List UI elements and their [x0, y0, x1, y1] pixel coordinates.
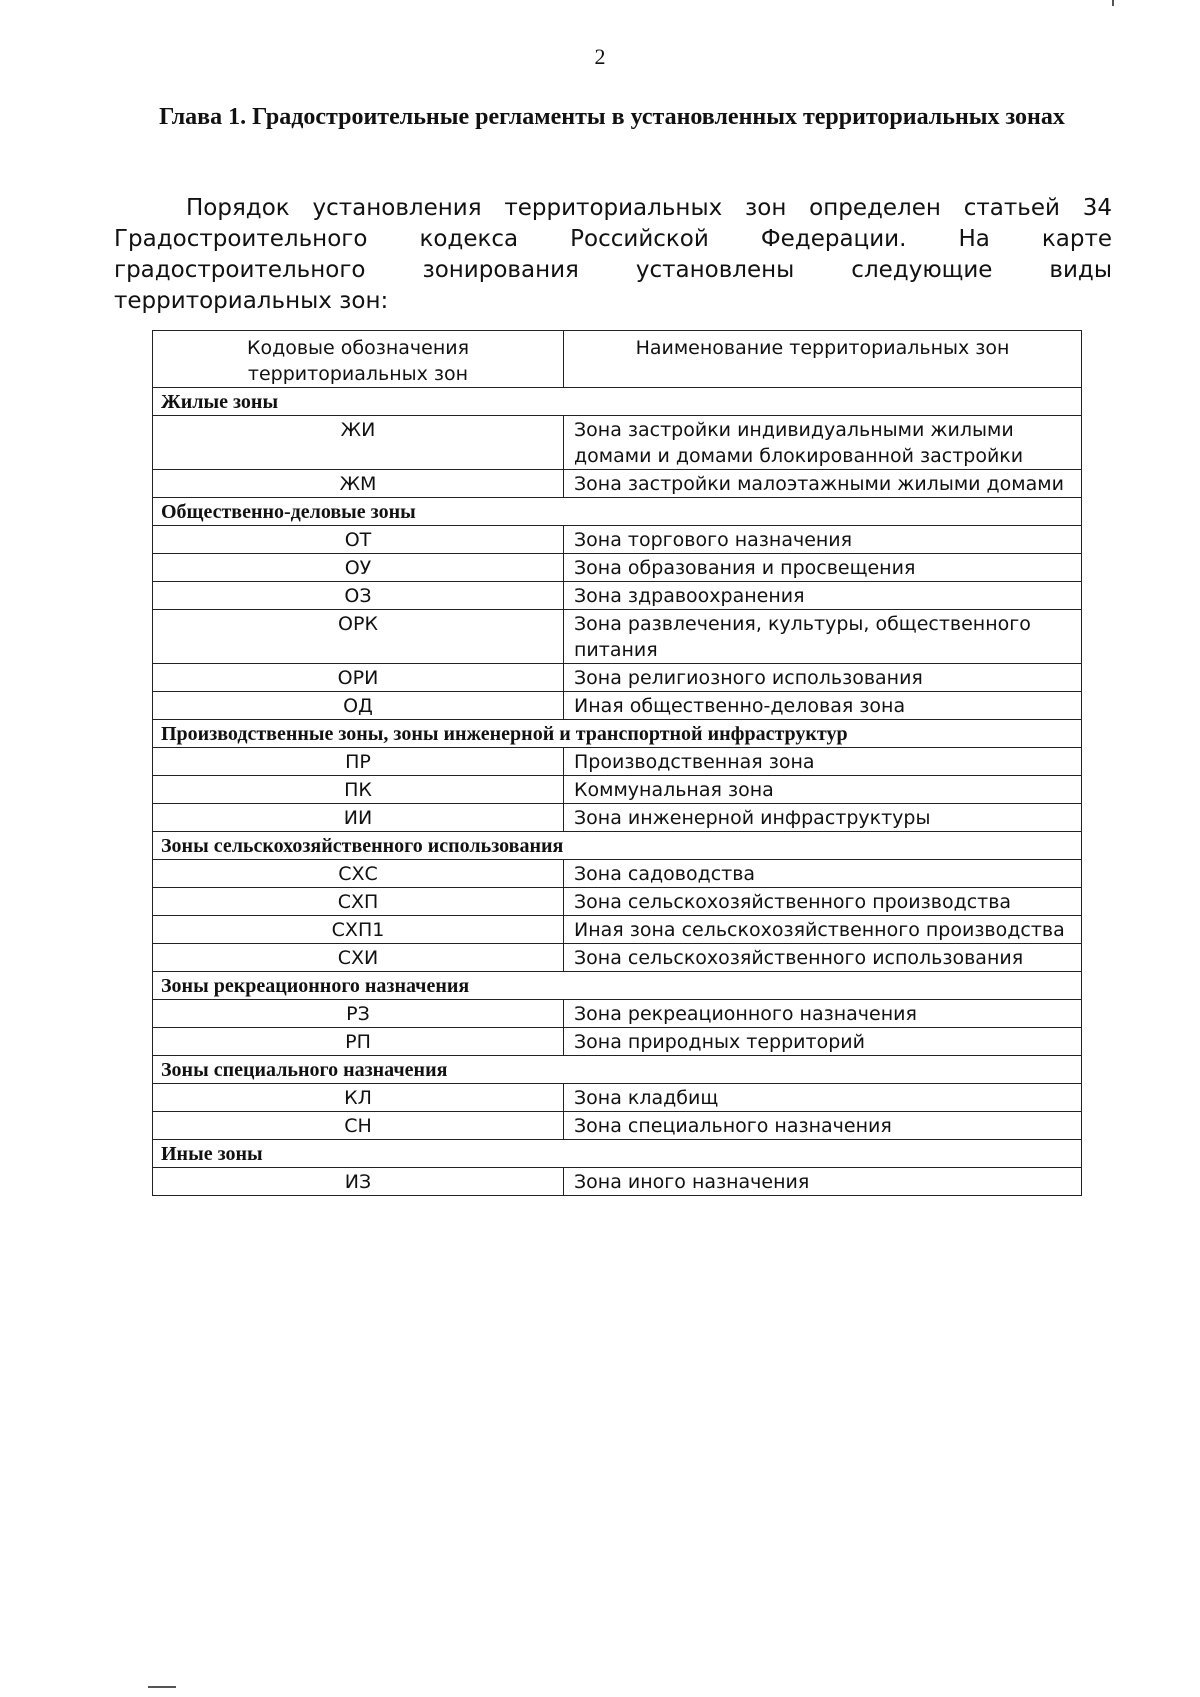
table-row — [153, 664, 1082, 692]
zone-name: Коммунальная зона — [564, 776, 1082, 804]
zone-code: СХП — [153, 888, 564, 916]
zones-table-body — [153, 388, 1082, 1196]
scan-corner-mark — [1112, 0, 1114, 6]
zone-name: Зона застройки индивидуальными жилыми домами и домами блокированной застройки — [564, 416, 1082, 470]
zone-name: Зона сельскохозяйственного производства — [564, 888, 1082, 916]
zone-name: Зона торгового назначения — [564, 526, 1082, 554]
zone-code: СХП1 — [153, 916, 564, 944]
zones-table-head — [153, 331, 1082, 388]
zone-name: Зона развлечения, культуры, общественного питания — [564, 610, 1082, 664]
zone-code: ЖМ — [153, 470, 564, 498]
zone-name: Зона рекреационного назначения — [564, 1000, 1082, 1028]
table-header-row — [153, 331, 1082, 388]
zone-code: ПР — [153, 748, 564, 776]
zone-group-row — [153, 498, 1082, 526]
zone-code: КЛ — [153, 1084, 564, 1112]
table-row — [153, 916, 1082, 944]
zone-code: ОД — [153, 692, 564, 720]
zone-name: Зона здравоохранения — [564, 582, 1082, 610]
zone-code: СН — [153, 1112, 564, 1140]
table-row — [153, 776, 1082, 804]
zone-group-row — [153, 972, 1082, 1000]
zone-name: Зона сельскохозяйственного использования — [564, 944, 1082, 972]
table-row — [153, 888, 1082, 916]
table-row — [153, 526, 1082, 554]
zone-code: ИЗ — [153, 1168, 564, 1196]
table-row — [153, 748, 1082, 776]
table-row — [153, 1168, 1082, 1196]
zone-name: Зона застройки малоэтажными жилыми домами — [564, 470, 1082, 498]
zone-code: ОЗ — [153, 582, 564, 610]
zone-group-title: Производственные зоны, зоны инженерной и транспортной инфраструктур — [153, 720, 1082, 748]
zone-name: Зона религиозного использования — [564, 664, 1082, 692]
zone-name: Зона специального назначения — [564, 1112, 1082, 1140]
name-column-header: Наименование территориальных зон — [564, 331, 1082, 388]
zone-group-row — [153, 832, 1082, 860]
zone-code: ОРИ — [153, 664, 564, 692]
zones-table — [152, 330, 1082, 1196]
zone-code: ОРК — [153, 610, 564, 664]
zone-name: Зона иного назначения — [564, 1168, 1082, 1196]
zone-name: Иная общественно-деловая зона — [564, 692, 1082, 720]
zone-name: Зона природных территорий — [564, 1028, 1082, 1056]
zone-group-title: Зоны рекреационного назначения — [153, 972, 1082, 1000]
zone-group-title: Жилые зоны — [153, 388, 1082, 416]
zone-code: ПК — [153, 776, 564, 804]
zone-name: Зона инженерной инфраструктуры — [564, 804, 1082, 832]
zone-name: Иная зона сельскохозяйственного производства — [564, 916, 1082, 944]
zone-code: ИИ — [153, 804, 564, 832]
table-row — [153, 1084, 1082, 1112]
zone-code: РП — [153, 1028, 564, 1056]
page-number: 2 — [594, 44, 606, 69]
table-row — [153, 416, 1082, 470]
intro-text: Порядок установления территориальных зон определен статьей 34 Градостроительного кодекса Российской Федерации. На карте градостроительного зонирования установлены следующие виды территориальных зон: — [114, 195, 1112, 314]
zone-code: ЖИ — [153, 416, 564, 470]
zone-name: Зона кладбищ — [564, 1084, 1082, 1112]
zone-group-title: Зоны сельскохозяйственного использования — [153, 832, 1082, 860]
table-row — [153, 1000, 1082, 1028]
table-row — [153, 692, 1082, 720]
code-column-header: Кодовые обозначения территориальных зон — [153, 331, 564, 388]
chapter-title: Глава 1. Градостроительные регламенты в установленных территориальных зонах — [159, 104, 1065, 130]
zone-code: СХС — [153, 860, 564, 888]
intro-paragraph — [114, 193, 1112, 317]
table-row — [153, 1028, 1082, 1056]
zone-group-row — [153, 720, 1082, 748]
footer-scan-mark — [148, 1686, 176, 1688]
table-row — [153, 1112, 1082, 1140]
table-row — [153, 582, 1082, 610]
zone-group-row — [153, 1056, 1082, 1084]
table-row — [153, 860, 1082, 888]
zone-name: Зона образования и просвещения — [564, 554, 1082, 582]
zone-code: ОУ — [153, 554, 564, 582]
table-row — [153, 470, 1082, 498]
zone-name: Производственная зона — [564, 748, 1082, 776]
zone-code: РЗ — [153, 1000, 564, 1028]
table-row — [153, 804, 1082, 832]
zone-group-title: Иные зоны — [153, 1140, 1082, 1168]
table-row — [153, 554, 1082, 582]
zone-name: Зона садоводства — [564, 860, 1082, 888]
table-row — [153, 944, 1082, 972]
zone-group-title: Зоны специального назначения — [153, 1056, 1082, 1084]
zone-code: ОТ — [153, 526, 564, 554]
zone-group-row — [153, 1140, 1082, 1168]
zone-code: СХИ — [153, 944, 564, 972]
zone-group-row — [153, 388, 1082, 416]
table-row — [153, 610, 1082, 664]
zone-group-title: Общественно-деловые зоны — [153, 498, 1082, 526]
